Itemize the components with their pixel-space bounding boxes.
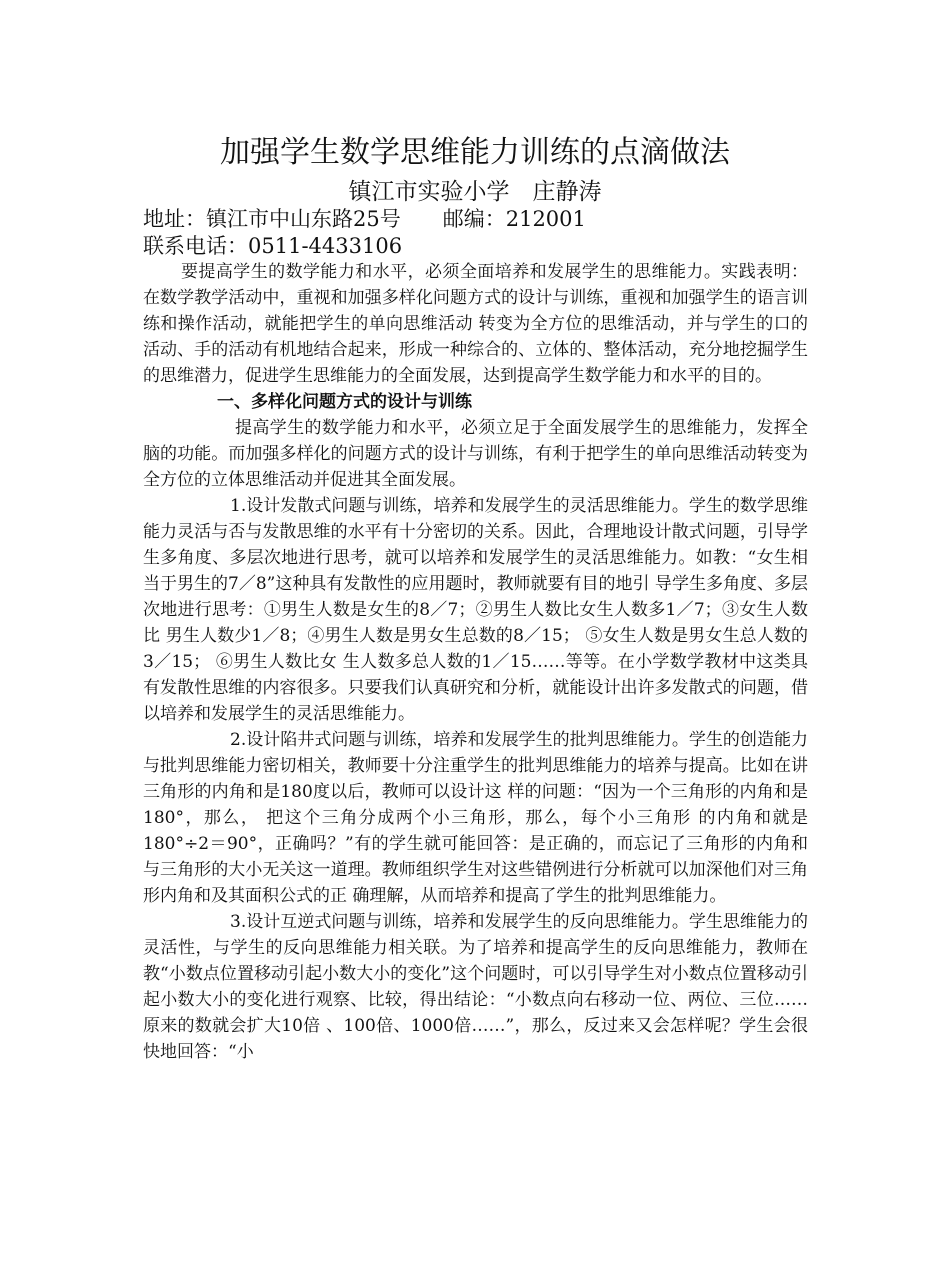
- author-line: 镇江市实验小学 庄静涛: [348, 179, 602, 205]
- section-heading: 一、多样化问题方式的设计与训练: [217, 392, 472, 412]
- point-3-paragraph: 3.设计互逆式问题与训练，培养和发展学生的反向思维能力。学生思维能力的灵活性，与学生的反向思维能力相关联。为了培养和提高学生的反向思维能力，教师在教“小数点位置移动引起小数大小的变化”这个问题时，可以引导学生对小数点位置移动引起小数大小的变化进行观察、比较，得出结论：“小数点向右移动一位、两位、三位……原来的数就会扩大10倍 、100倍、1000倍……”，那么，反过来又会怎样呢？学生会很快地回答：“小: [143, 912, 808, 1062]
- document-title: 加强学生数学思维能力训练的点滴做法: [220, 135, 730, 170]
- point-1-paragraph: 1.设计发散式问题与训练，培养和发展学生的灵活思维能力。学生的数学思维能力灵活与否与发散思维的水平有十分密切的关系。因此，合理地设计散式问题，引导学生多角度、多层次地进行思考，就可以培养和发展学生的灵活思维能力。如教：“女生相当于男生的7／8”这种具有发散性的应用题时，教师就要有目的地引 导学生多角度、多层次地进行思考：①男生人数是女生的8／7；②男生人数比女生人数多1／7；③女生人数比 男生人数少1／8；④男生人数是男女生总数的8／15； ⑤女生人数是男女生总人数的3／15； ⑥男生人数比女 生人数多总人数的1／15……等等。在小学数学教材中这类具有发散性思维的内容很多。只要我们认真研究和分析，就能设计出许多发散式的问题，借以培养和发展学生的灵活思维能力。: [143, 496, 808, 724]
- section-intro-paragraph: 提高学生的数学能力和水平，必须立足于全面发展学生的思维能力，发挥全脑的功能。而加强多样化的问题方式的设计与训练，有利于把学生的单向思维活动转变为全方位的立体思维活动并促进其全面发展。: [143, 418, 808, 490]
- point-2-paragraph: 2.设计陷井式问题与训练，培养和发展学生的批判思维能力。学生的创造能力与批判思维能力密切相关，教师要十分注重学生的批判思维能力的培养与提高。比如在讲三角形的内角和是180度以后，教师可以设计这 样的问题：“因为一个三角形的内角和是180°，那么， 把这个三角分成两个小三角形，那么，每个小三角形 的内角和就是180°÷2＝90°，正确吗？”有的学生就可能回答：是正确的，而忘记了三角形的内角和与三角形的大小无关这一道理。教师组织学生对这些错例进行分析就可以加深他们对三角形内角和及其面积公式的正 确理解，从而培养和提高了学生的批判思维能力。: [143, 730, 808, 906]
- document-body: [143, 259, 808, 1065]
- phone-line: 联系电话：0511-4433106: [143, 234, 403, 258]
- address-line: 地址：镇江市中山东路25号 邮编：212001: [143, 207, 586, 231]
- intro-paragraph: 要提高学生的数学能力和水平，必须全面培养和发展学生的思维能力。实践表明：在数学教学活动中，重视和加强多样化问题方式的设计与训练，重视和加强学生的语言训练和操作活动，就能把学生的单向思维活动 转变为全方位的思维活动，并与学生的口的活动、手的活动有机地结合起来，形成一种综合的、立体的、整体活动，充分地挖掘学生的思维潜力，促进学生思维能力的全面发展，达到提高学生数学能力和水平的目的。: [143, 262, 808, 386]
